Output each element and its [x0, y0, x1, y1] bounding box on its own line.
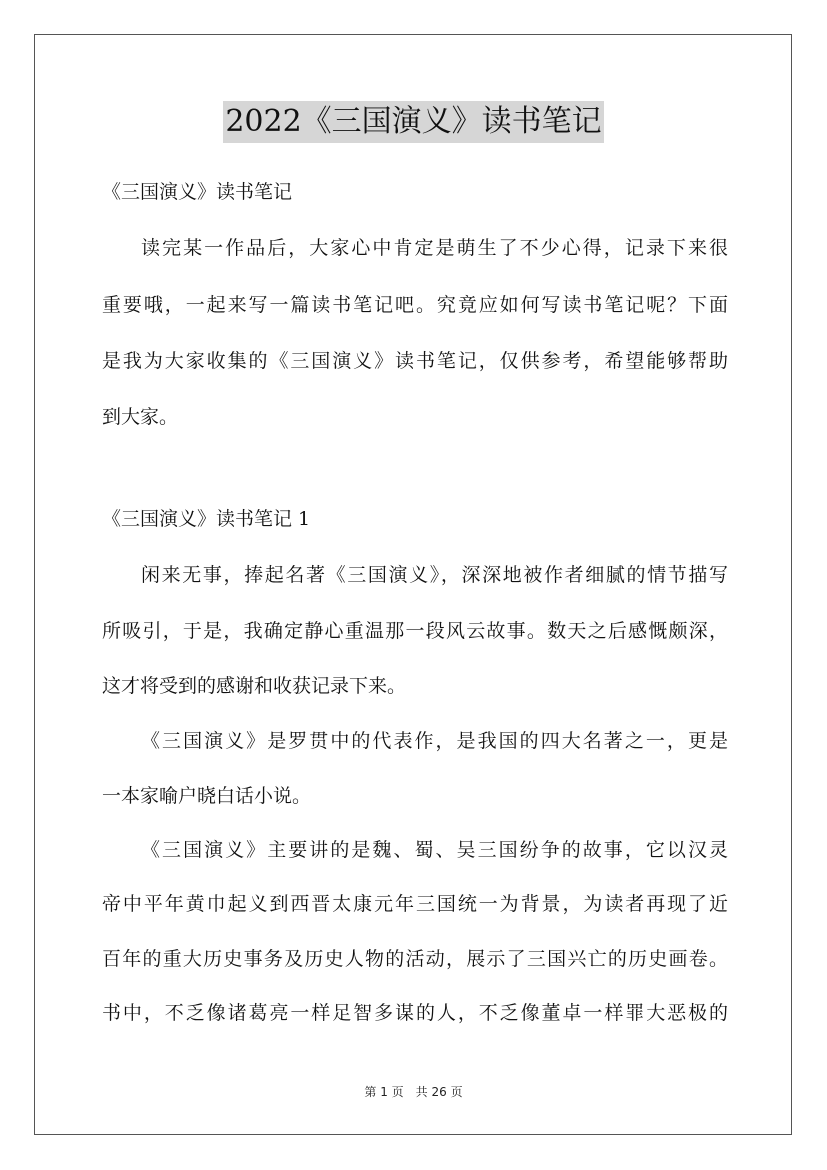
section-heading: 《三国演义》读书笔记: [102, 181, 293, 203]
text-line: 百年的重大历史事务及历史人物的活动，展示了三国兴亡的历史画卷。: [102, 948, 728, 970]
text-line: 书中，不乏像诸葛亮一样足智多谋的人，不乏像董卓一样罪大恶极的: [102, 1002, 728, 1024]
text-line: 《三国演义》主要讲的是魏、蜀、吴三国纷争的故事，它以汉灵: [141, 839, 728, 861]
text-line: 这才将受到的感谢和收获记录下来。: [102, 675, 407, 697]
page-number: 第 1 页 共 26 页: [364, 1085, 463, 1099]
page-footer: [0, 1083, 827, 1100]
text-line: 一本家喻户晓白话小说。: [102, 785, 312, 807]
text-line: 《三国演义》是罗贯中的代表作，是我国的四大名著之一，更是: [141, 730, 728, 752]
document-title: 2022《三国演义》读书笔记: [223, 101, 603, 143]
text-line: 重要哦，一起来写一篇读书笔记吧。究竟应如何写读书笔记呢？下面: [102, 294, 728, 316]
text-line: 闲来无事，捧起名著《三国演义》，深深地被作者细腻的情节描写: [141, 564, 728, 586]
text-line: 是我为大家收集的《三国演义》读书笔记，仅供参考，希望能够帮助: [102, 350, 728, 372]
text-line: 读完某一作品后，大家心中肯定是萌生了不少心得，记录下来很: [141, 237, 728, 259]
text-line: 帝中平年黄巾起义到西晋太康元年三国统一为背景，为读者再现了近: [102, 893, 728, 915]
text-line: 到大家。: [102, 406, 179, 428]
text-line: 所吸引，于是，我确定静心重温那一段风云故事。数天之后感慨颇深，: [102, 620, 728, 642]
section-heading: 《三国演义》读书笔记 1: [102, 508, 311, 530]
title-container: [0, 101, 827, 143]
